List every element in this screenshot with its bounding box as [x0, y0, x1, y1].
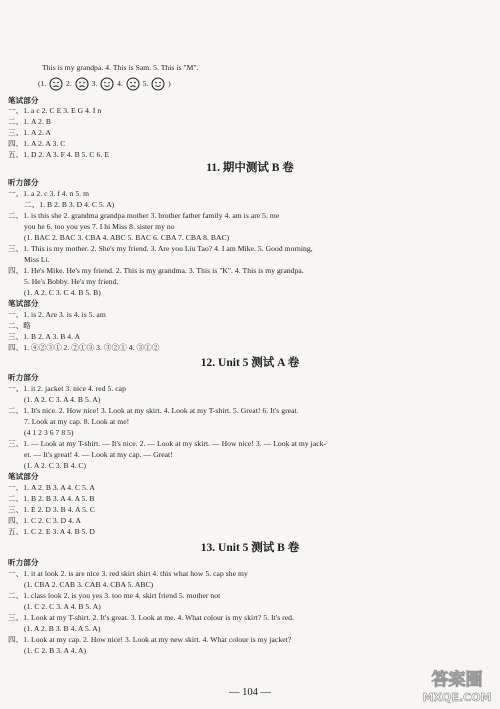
faces-close: ) [168, 79, 171, 88]
answer-line: 三、1. E 2. D 3. B 4. A 5. C [8, 505, 95, 514]
answer-line: 三、1. — Look at my T-shirt. — It's nice. 2. — Look at my skirt. — How nice! 3. — Look at my jack- [8, 439, 327, 448]
svg-text:答案圈: 答案圈 [431, 670, 483, 690]
answer-line: 二、略 [8, 321, 31, 330]
answer-line: Miss Li. [24, 255, 50, 264]
part-heading: 听力部分 [8, 373, 39, 382]
answer-line: (1. C 2. B 3. A 4. A) [24, 646, 87, 655]
faces-label-5: 5. [142, 79, 149, 88]
part-heading: 笔试部分 [8, 299, 39, 308]
answer-line: (1. BAC 2. BAC 3. CBA 4. ABC 5. BAC 6. CBA 7. CBA 8. BAC) [24, 233, 230, 242]
answer-line: 四、1. He's Mike. He's my friend. 2. This is my grandma. 3. This is "K". 4. This is my grandpa. [8, 266, 304, 275]
answer-line: (1. A 2. C 3. B 4. C) [24, 461, 87, 470]
answer-line: 7. Look at my cap. 8. Look at me! [24, 417, 130, 426]
answer-line: (1. A 2. C 3. A 4. B 5. A) [24, 395, 101, 404]
answer-line: (1. CBA 2. CAB 3. CAB 4. CBA 5. ABC) [24, 580, 154, 589]
answer-line: 一、1. A 2. B 3. A 4. C 5. A [8, 483, 95, 492]
answer-line: 一、1. it at look 2. is are nice 3. red skirt shirt 4. this what how 5. cap she my [8, 569, 248, 578]
watermark-logo [420, 665, 494, 705]
part-heading: 笔试部分 [8, 96, 39, 105]
faces-label-3: 3. [91, 79, 98, 88]
section-11-title: 11. 期中测试 B 卷 [206, 162, 294, 174]
faces-open: (1. [38, 79, 47, 88]
answer-line: 四、1. A 2. A 3. C [8, 139, 66, 148]
answer-line: 五、1. D 2. A 3. F 4. B 5. C 6. E [8, 150, 109, 159]
part-heading: 笔试部分 [8, 472, 39, 481]
answer-line: 一、1. a c 2. C E 3. E G 4. I n [8, 106, 102, 115]
part-heading: 听力部分 [8, 178, 39, 187]
answer-line: 四、1. Look at my cap. 2. How nice! 3. Look at my new skirt. 4. What colour is my jacket? [8, 635, 292, 644]
answer-line: et. — It's great! 4. — Look at my cap. — Great! [24, 450, 173, 459]
sad-face-icon [126, 77, 140, 91]
answer-line: 5. He's Bobby. He's my friend. [24, 277, 119, 286]
section-13-title: 13. Unit 5 测试 B 卷 [200, 542, 300, 554]
answer-line: 五、1. C 2. E 3. A 4. B 5. D [8, 527, 95, 536]
smiley-face-icon [151, 77, 165, 91]
answer-line: 二、1. B 2. B 3. D 4. C 5. A) [24, 200, 115, 209]
answer-line: 二、1. It's nice. 2. How nice! 3. Look at my skirt. 4. Look at my T-shirt. 5. Great! 6. It's great. [8, 406, 299, 415]
answer-line: 四、1. C 2. C 3. D 4. A [8, 516, 81, 525]
faces-label-4: 4. [117, 79, 123, 88]
answer-line: (1. A 2. C 3. C 4. B 5. B) [24, 288, 101, 297]
answer-line: This is my grandpa. 4. This is Sam. 5. This is "M". [42, 63, 199, 72]
answer-line: 一、1. a 2. c 3. f 4. n 5. m [8, 189, 90, 198]
answer-line: 二、1. class look 2. is you yes 3. too me 4. skirt friend 5. mother not [8, 591, 221, 600]
answer-line: 四、1. ④②③① 2. ②①③ 3. ③②① 4. ③①② [8, 343, 160, 352]
sad-face-icon [75, 77, 89, 91]
answer-line: 一、1. is 2. Are 3. is 4. is 5. am [8, 310, 106, 319]
answer-line: (1. C 2. C 3. A 4. B 5. A) [24, 602, 101, 611]
answer-line: 一、1. it 2. jacket 3. nice 4. red 5. cap [8, 384, 126, 393]
answer-line: (4 1 2 3 6 7 8 5) [24, 428, 74, 437]
section-12-title: 12. Unit 5 测试 A 卷 [200, 357, 300, 369]
answer-line: 三、1. Look at my T-shirt. 2. It's great. 3. Look at me. 4. What colour is my skirt? 5. It's red. [8, 613, 294, 622]
answer-line: 三、1. This is my mother. 2. She's my friend. 3. Are you Liu Tao? 4. I am Mike. 5. Good morning, [8, 244, 313, 253]
part-heading: 听力部分 [8, 558, 39, 567]
answer-line: (1. A 2. B 3. B 4. A 5. A) [24, 624, 101, 633]
answer-line: you he 6. too you yes 7. I hi Miss 8. sister my no [24, 222, 175, 231]
answer-line: 三、1. A 2. A [8, 128, 51, 137]
page-number: — 104 — [229, 687, 271, 698]
answer-line: 二、1. B 2. B 3. A 4. A 5. B [8, 494, 95, 503]
sad-face-icon [49, 77, 63, 91]
answer-line: 二、1. A 2. B [8, 117, 51, 126]
svg-text:MXQE.COM: MXQE.COM [422, 691, 492, 704]
answer-line: 二、1. is this she 2. grandma grandpa mother 3. brother father family 4. am is are 5. me [8, 211, 280, 220]
faces-row [38, 77, 171, 91]
answer-line: 三、1. B 2. A 3. B 4. A [8, 332, 81, 341]
smiley-face-icon [100, 77, 114, 91]
faces-label-2: 2. [66, 79, 72, 88]
